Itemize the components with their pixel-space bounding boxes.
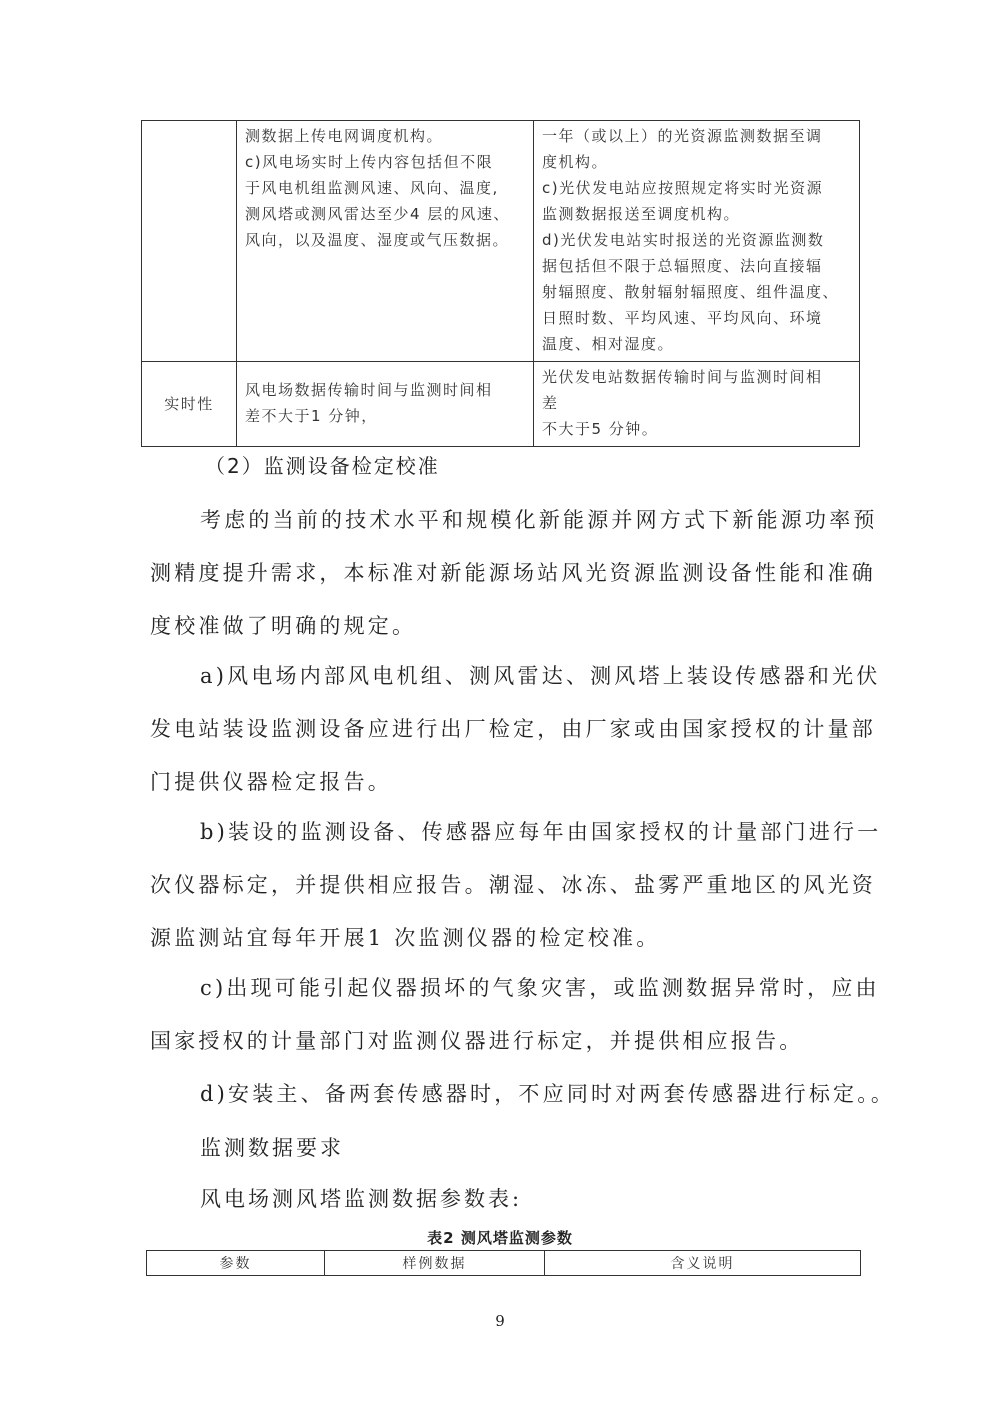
paragraph-line: 源监测站宜每年开展1 次监测仪器的检定校准。 [150,926,661,950]
column-header: 参数 [147,1251,325,1276]
cell-line: 日照时数、平均风速、平均风向、环境 [542,309,823,327]
cell-line: 于风电机组监测风速、风向、温度, [245,179,499,197]
cell-line: 差不大于1 分钟， [245,407,378,425]
cell-line: 测数据上传电网调度机构。 [245,127,444,145]
paragraph-line: 发电站装设监测设备应进行出厂检定，由厂家或由国家授权的计量部 [150,717,876,741]
cell-line: 不大于5 分钟。 [542,420,659,438]
cell-line: 风电场数据传输时间与监测时间相 [245,381,493,399]
cell-line: c)光伏发电站应按照规定将实时光资源 [542,179,824,197]
paragraph-line: a)风电场内部风电机组、测风雷达、测风塔上装设传感器和光伏 [200,664,881,688]
cell-line: 一年（或以上）的光资源监测数据至调 [542,127,823,145]
cell-line: 差 [542,394,559,412]
cell-line: 光伏发电站数据传输时间与监测时间相 [542,368,823,386]
paragraph-line: 考虑的当前的技术水平和规模化新能源并网方式下新能源功率预 [200,508,878,532]
tower-parameter-table [146,1250,861,1276]
page-number: 9 [495,1312,505,1330]
paragraph-line: 国家授权的计量部门对监测仪器进行标定，并提供相应报告。 [150,1029,804,1053]
paragraph-line: b)装设的监测设备、传感器应每年由国家授权的计量部门进行一 [200,820,882,844]
paragraph-line: 度校准做了明确的规定。 [150,614,417,638]
table-cell-wind [237,362,534,447]
paragraph-line: c)出现可能引起仪器损坏的气象灾害，或监测数据异常时，应由 [200,976,880,1000]
cell-line: 温度、相对湿度。 [542,335,675,353]
paragraph-line: 测精度提升需求，本标准对新能源场站风光资源监测设备性能和准确 [150,561,876,585]
table-cell-label: 实时性 [142,362,237,447]
table-cell-pv [534,121,860,362]
cell-line: 监测数据报送至调度机构。 [542,205,741,223]
paragraph [150,962,880,1068]
table-intro: 风电场测风塔监测数据参数表: [200,1187,523,1211]
paragraph-line: 次仪器标定，并提供相应报告。潮湿、冰冻、盐雾严重地区的风光资 [150,873,876,897]
table-caption: 表2 测风塔监测参数 [427,1229,573,1247]
cell-line: 射辐照度、散射辐射辐照度、组件温度、 [542,283,840,301]
data-requirements-heading: 监测数据要求 [200,1136,344,1160]
table-row [142,362,860,447]
table-header-row [147,1251,861,1276]
section-heading: （2）监测设备检定校准 [205,454,440,478]
cell-line: 度机构。 [542,153,609,171]
column-header: 含义说明 [545,1251,861,1276]
cell-line: 风向，以及温度、湿度或气压数据。 [245,231,510,249]
cell-line: c)风电场实时上传内容包括但不限 [245,153,494,171]
paragraph-line: d)安装主、备两套传感器时，不应同时对两套传感器进行标定。。 [200,1082,896,1106]
paragraph [150,494,878,653]
table-cell-label-empty [142,121,237,362]
paragraph [150,806,882,965]
cell-line: 据包括但不限于总辐照度、法向直接辐 [542,257,823,275]
paragraph [150,650,881,809]
table-row [142,121,860,362]
table-cell-pv [534,362,860,447]
paragraph-line: 门提供仪器检定报告。 [150,770,392,794]
paragraph [150,1068,896,1121]
requirements-table [141,120,860,447]
cell-line: 测风塔或测风雷达至少4 层的风速、 [245,205,510,223]
column-header: 样例数据 [325,1251,545,1276]
cell-line: d)光伏发电站实时报送的光资源监测数 [542,231,825,249]
table-cell-wind [237,121,534,362]
